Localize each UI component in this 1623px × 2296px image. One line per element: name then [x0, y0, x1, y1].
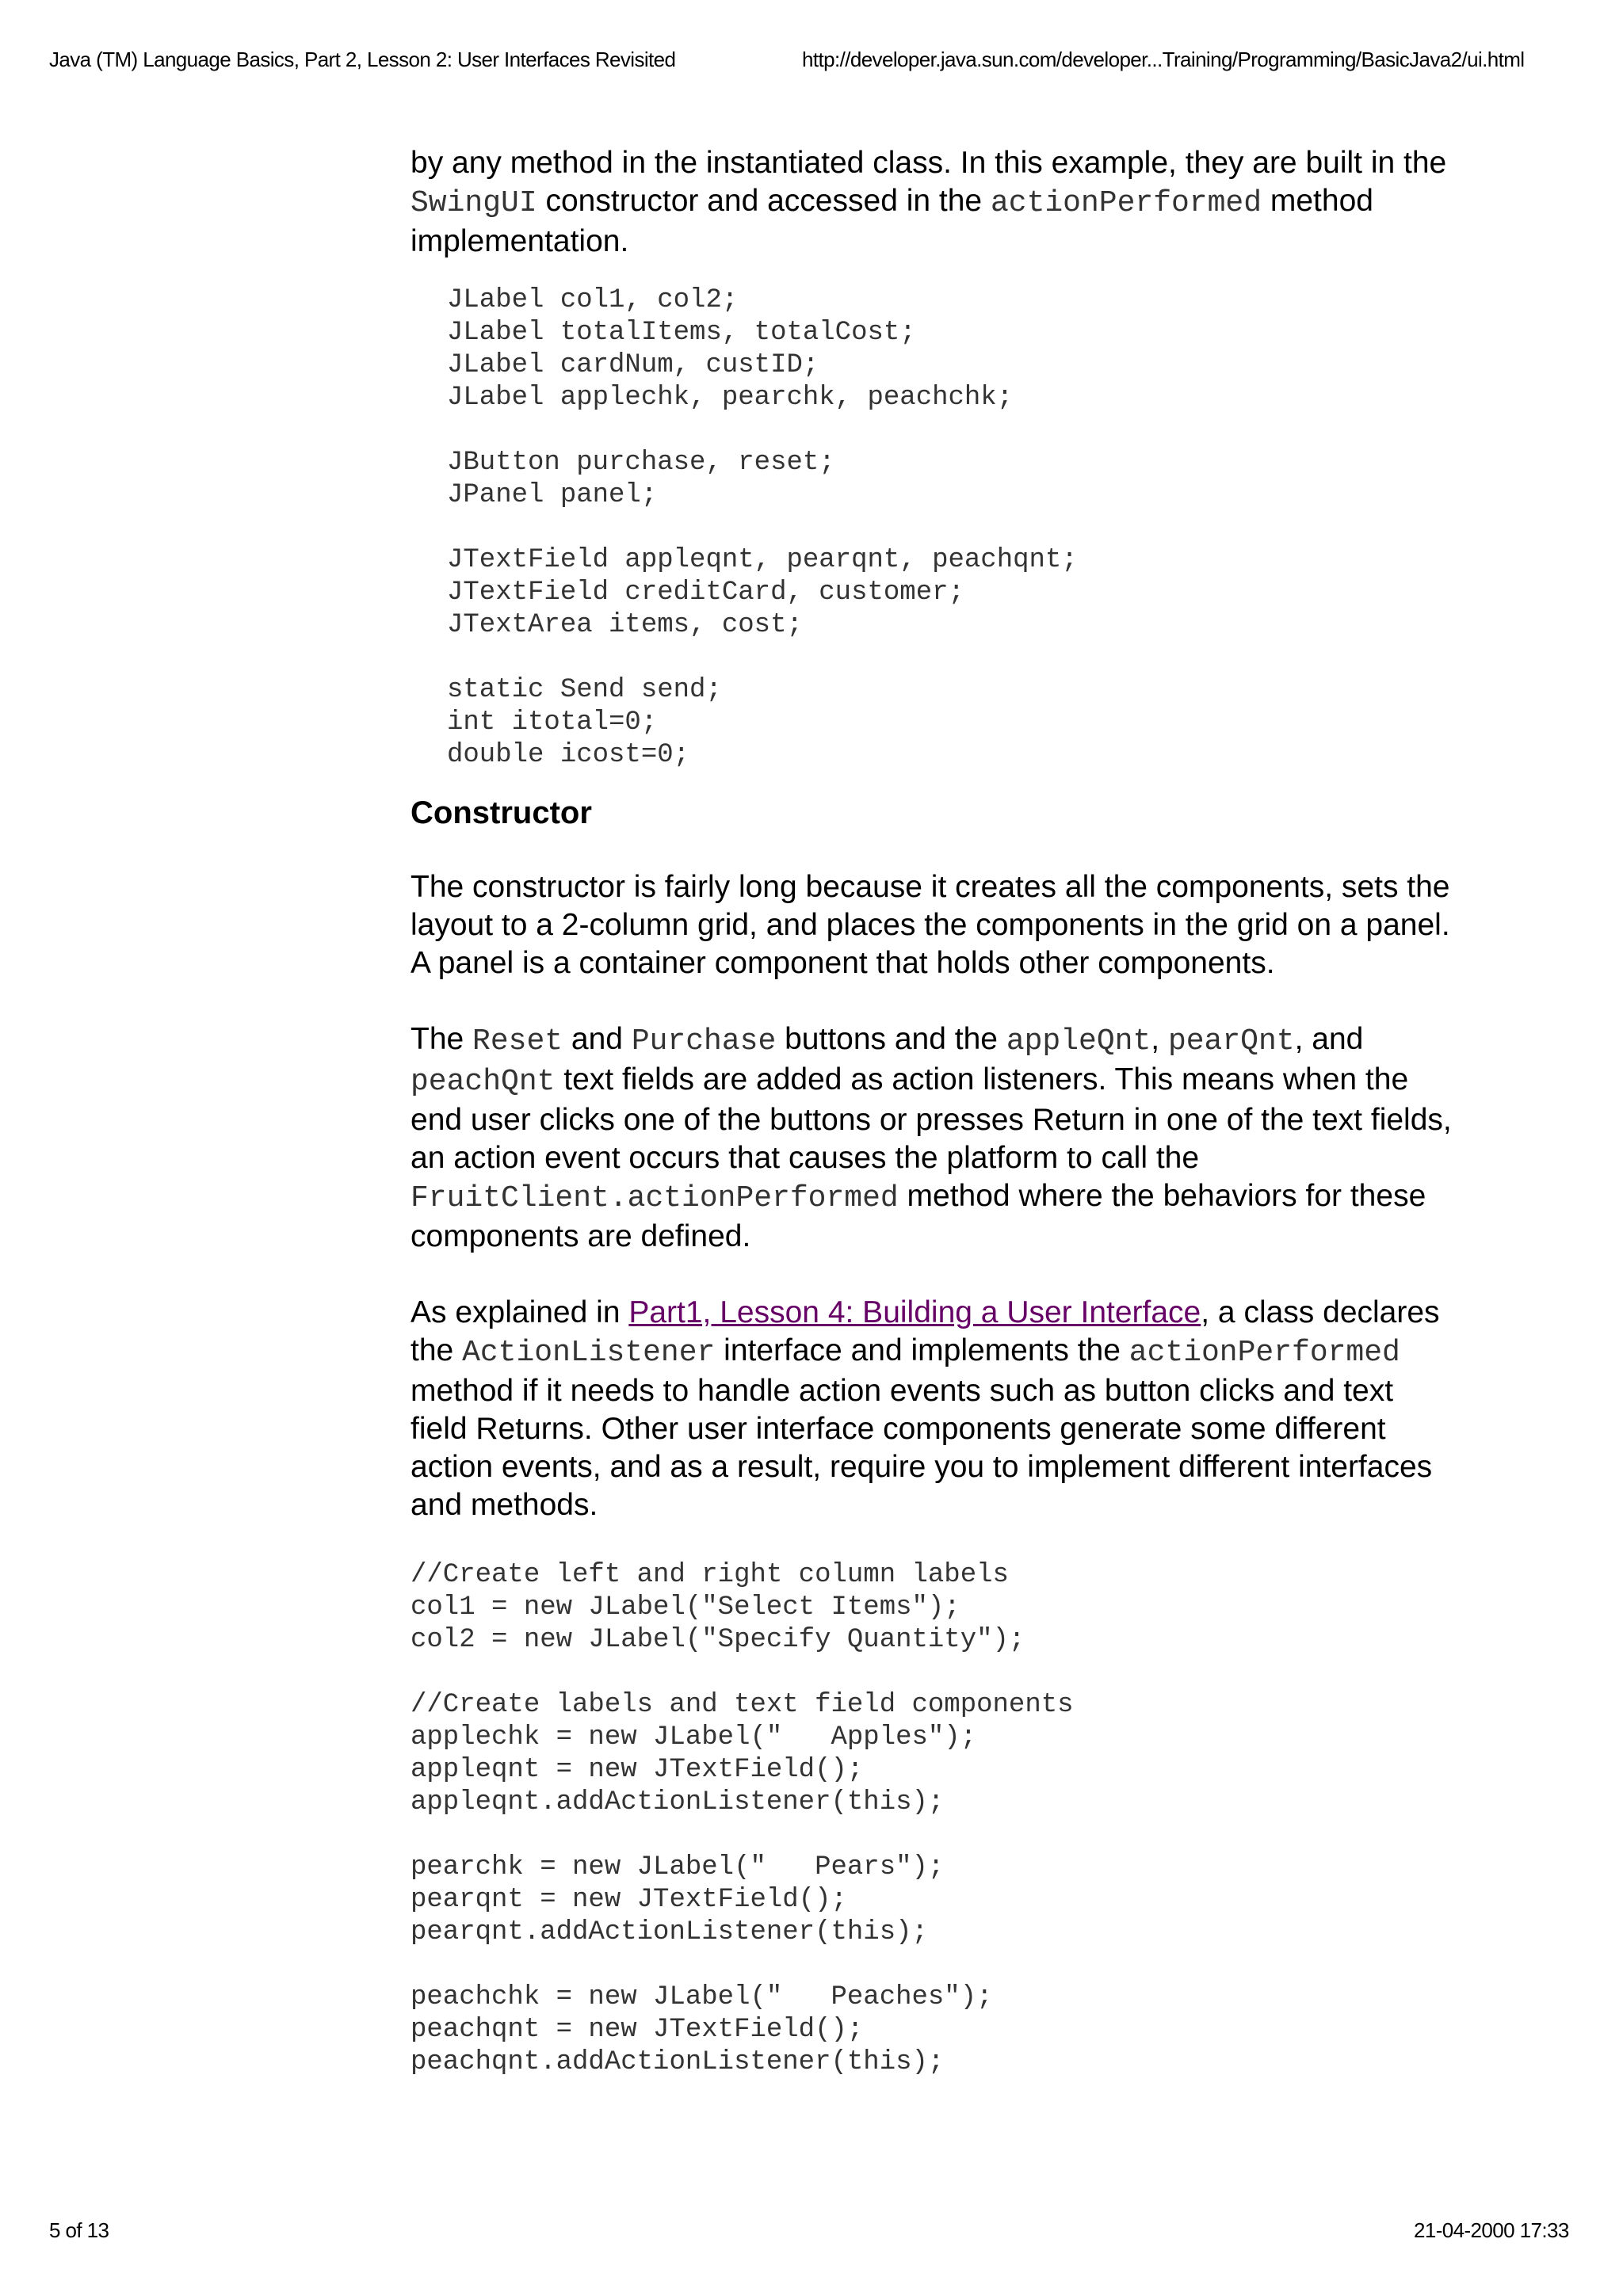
explained-paragraph	[411, 1294, 1457, 1524]
paragraph-text: As explained in	[411, 1295, 629, 1329]
code-block-constructor: //Create left and right column labels col1 = new JLabel("Select Items"); col2 = new JLabel("Specify Quantity"); //Create labels and text field components applechk = new JLabel(" Apples"); appleqnt = new JTextField(); appleqnt.addActionListener(this); pearchk = new JLabel(" Pears"); pearqnt = new JTextField(); pearqnt.addActionListener(this); peachchk = new JLabel(" Peaches"); peachqnt = new JTextField(); peachqnt.addActionListener(this);	[411, 1560, 1074, 2077]
listeners-paragraph	[411, 1020, 1457, 1256]
inline-code: actionPerformed	[1128, 1336, 1400, 1370]
paragraph-text: buttons and the	[776, 1022, 1006, 1056]
inline-code: appleQnt	[1006, 1024, 1151, 1058]
page-number: 5 of 13	[49, 2218, 109, 2242]
paragraph-text: text fields are added as action listeners. This means when the end user clicks one of the buttons or presses Return in one of the text fields, an action event occurs that causes the platform to call the	[411, 1062, 1452, 1175]
intro-text: by any method in the instantiated class. In this example, they are built in the	[411, 146, 1447, 180]
paragraph-text: , a class declares the	[411, 1295, 1440, 1367]
inline-code: Reset	[472, 1024, 563, 1058]
lesson-link[interactable]: Part1, Lesson 4: Building a User Interface	[628, 1295, 1201, 1329]
inline-code: ActionListener	[462, 1336, 716, 1370]
print-datetime: 21-04-2000 17:33	[1414, 2218, 1569, 2242]
intro-text: constructor and accessed in the	[537, 184, 991, 218]
paragraph-text: interface and implements the	[715, 1333, 1129, 1367]
code-block-declarations: JLabel col1, col2; JLabel totalItems, totalCost; JLabel cardNum, custID; JLabel applechk, pearchk, peachchk; JButton purchase, reset; JPanel panel; JTextField appleqnt, pearqnt, peachqnt; JTextField creditCard, customer; JTextArea items, cost; static Send send; int itotal=0; double icost=0;	[447, 285, 1078, 770]
print-header-url: http://developer.java.sun.com/developer...Training/Programming/BasicJava2/ui.html	[802, 48, 1525, 71]
inline-code: SwingUI	[411, 186, 537, 220]
paragraph-text: method where the behaviors for these components are defined.	[411, 1179, 1426, 1253]
paragraph-text: method if it needs to handle action events such as button clicks and text field Returns. Other user interface components generate some different action events, and as a result, require you to implement different interfaces and methods.	[411, 1374, 1433, 1522]
inline-code: Purchase	[631, 1024, 777, 1058]
section-heading-constructor: Constructor	[411, 795, 592, 830]
inline-code: peachQnt	[411, 1065, 556, 1099]
intro-text: method implementation.	[411, 184, 1373, 258]
paragraph-text: and	[563, 1022, 632, 1056]
paragraph-text: , and	[1294, 1022, 1364, 1056]
inline-code: pearQnt	[1167, 1024, 1295, 1058]
page-content	[411, 144, 1465, 2079]
paragraph-text: ,	[1151, 1022, 1168, 1056]
paragraph-text: The	[411, 1022, 473, 1056]
inline-code: actionPerformed	[990, 186, 1262, 220]
inline-code: FruitClient.actionPerformed	[411, 1181, 899, 1215]
intro-paragraph	[411, 144, 1465, 261]
constructor-paragraph: The constructor is fairly long because it creates all the components, sets the layout to a 2-column grid, and places the components in the grid on a panel. A panel is a container component that holds other components.	[411, 870, 1450, 980]
print-header-title: Java (TM) Language Basics, Part 2, Lesson 2: User Interfaces Revisited	[49, 48, 676, 71]
